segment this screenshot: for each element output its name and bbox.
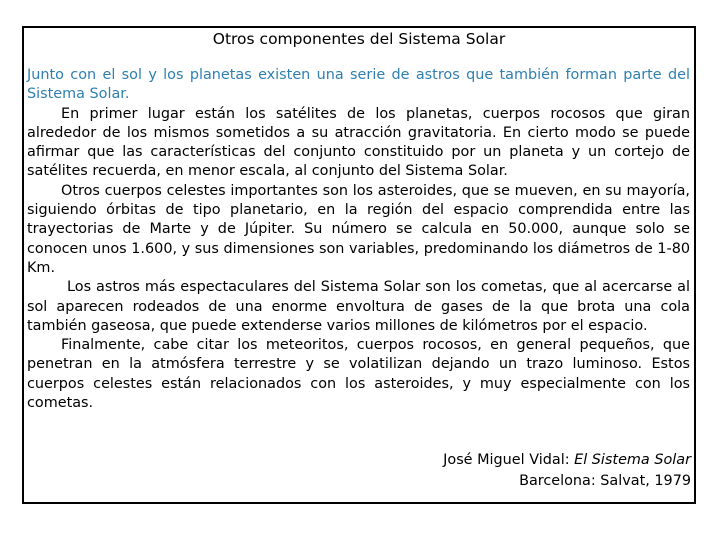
paragraph-comets: Los astros más espectaculares del Sistema Solar son los cometas, que al acercarse al sol aparecen rodeados de una enorme envoltura de gases de la que brota una cola también gaseosa, que puede extenderse varios millones de kilómetros por el espacio. <box>27 279 690 334</box>
citation-source <box>443 450 691 471</box>
citation <box>443 450 691 492</box>
paragraph-satellites: En primer lugar están los satélites de los planetas, cuerpos rocosos que giran alrededor de los mismos sometidos a su atracción gravitatoria. En cierto modo se puede afirmar que las características del conjunto constituido por un planeta y un cortejo de satélites recuerda, en menor escala, al conjunto del Sistema Solar. <box>27 105 690 180</box>
document-title: Otros componentes del Sistema Solar <box>212 30 506 48</box>
paragraph-meteorites: Finalmente, cabe citar los meteoritos, cuerpos rocosos, en general pequeños, que penetran en la atmósfera terrestre y se volatilizan dejando un trazo luminoso. Estos cuerpos celestes están relacionados con los asteroides, y muy especialmente con los cometas. <box>27 337 690 412</box>
document-body <box>27 66 690 413</box>
paragraph-intro: Junto con el sol y los planetas existen una serie de astros que también forman parte del Sistema Solar. <box>27 67 690 103</box>
text-box <box>22 26 696 504</box>
citation-author: José Miguel Vidal: <box>443 452 575 468</box>
citation-book-title: El Sistema Solar <box>574 452 691 468</box>
citation-publisher: Barcelona: Salvat, 1979 <box>519 473 691 489</box>
paragraph-asteroids: Otros cuerpos celestes importantes son los asteroides, que se mueven, en su mayoría, siguiendo órbitas de tipo planetario, en la región del espacio comprendida entre las trayectorias de Marte y de Júpiter. Su número se calcula en 50.000, aunque solo se conocen unos 1.600, y sus dimensiones son variables, predominando los diámetros de 1-80 Km. <box>27 182 690 276</box>
